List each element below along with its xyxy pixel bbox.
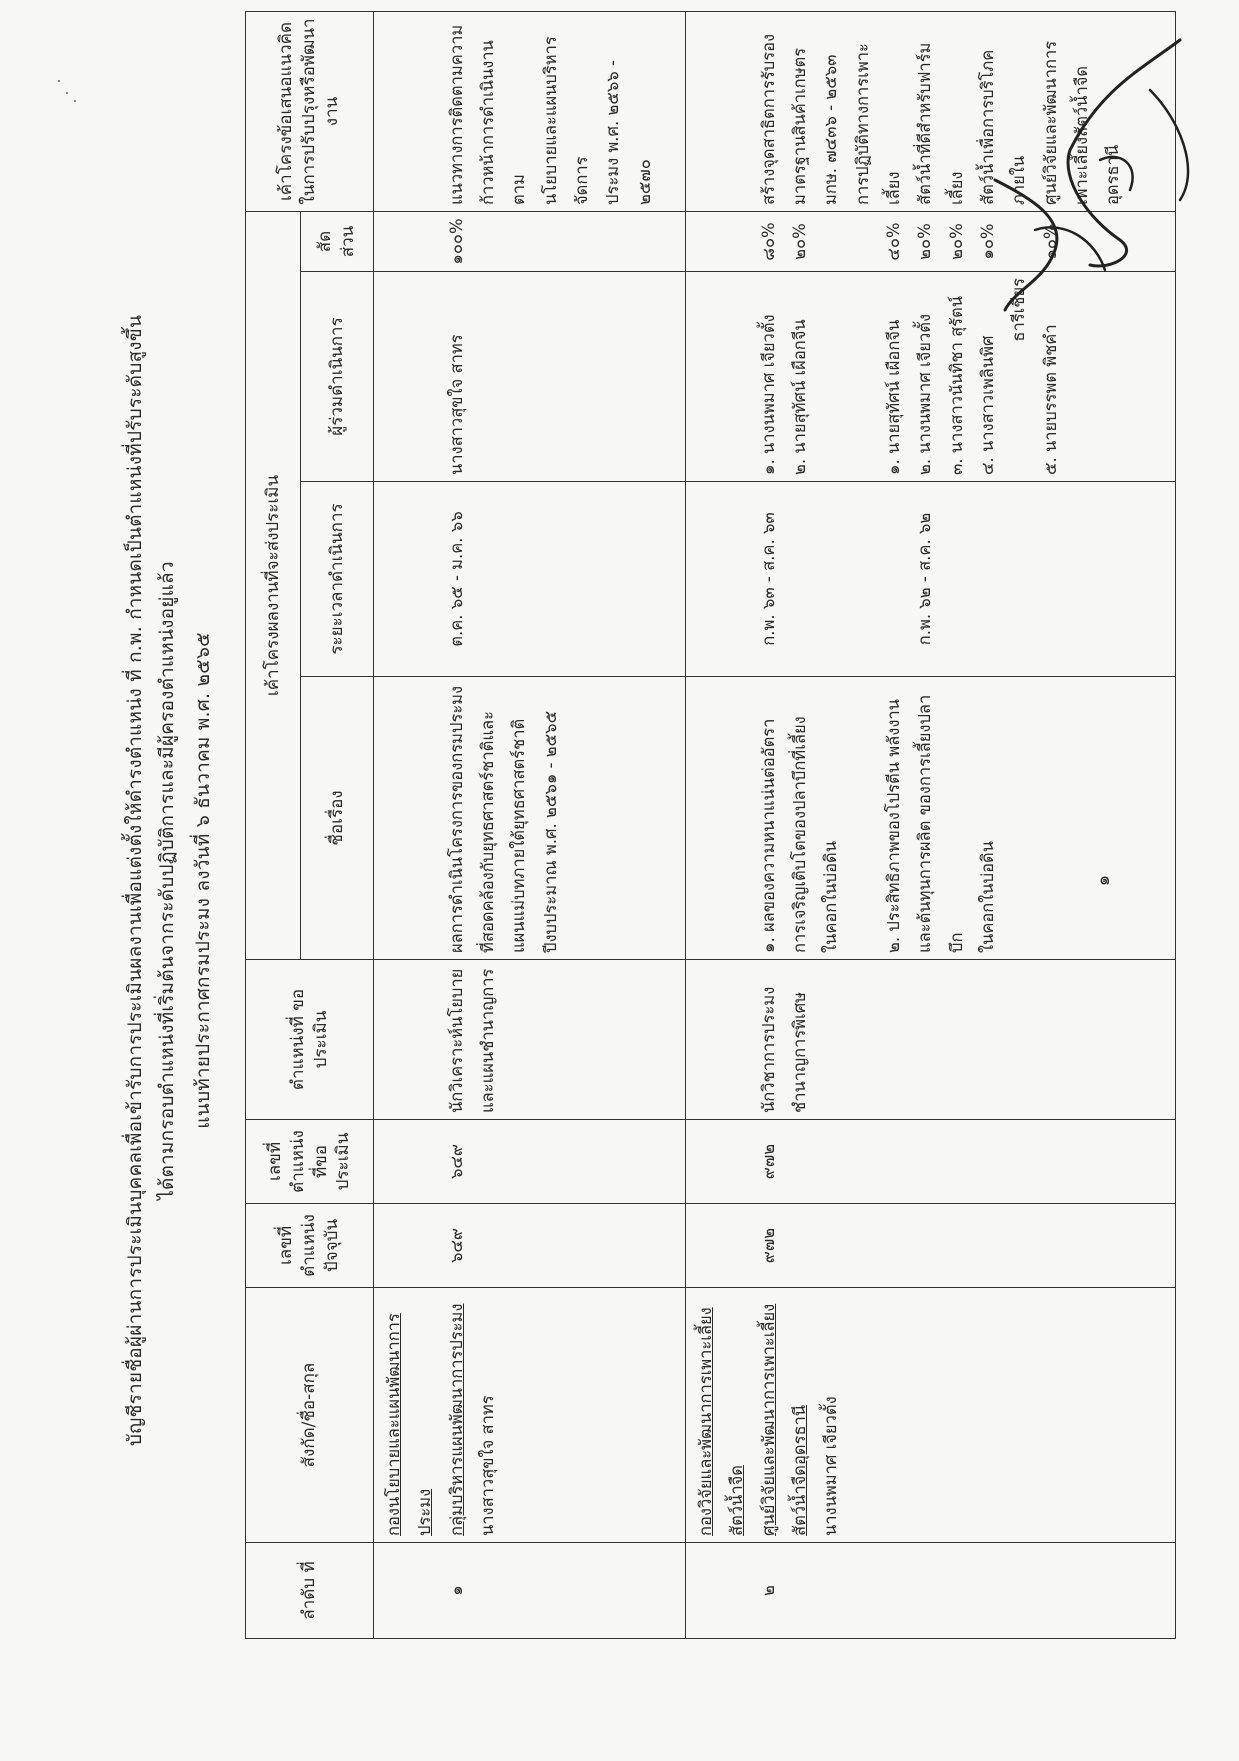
scan-speck bbox=[58, 80, 60, 82]
header-requested-position-no: เลขที่ ตำแหน่ง ที่ขอ ประเมิน bbox=[246, 1120, 374, 1204]
current-position-no-cell: ๖๔๙ bbox=[374, 1204, 686, 1288]
header-period: ระยะเวลาดำเนินการ bbox=[301, 482, 374, 677]
requested-position-no-cell: ๖๔๙ bbox=[374, 1120, 686, 1204]
period-cell: ต.ค. ๖๕ - ม.ค. ๖๖ bbox=[374, 482, 686, 677]
share-cell: ๑๐๐% bbox=[374, 212, 686, 272]
header-name: สังกัด/ชื่อ-สกุล bbox=[246, 1288, 374, 1543]
org-center: ศูนย์วิจัยและพัฒนาการเพาะเลี้ยงสัตว์น้ำจืดอุดรธานี bbox=[758, 1303, 810, 1536]
title-cell: ผลการดำเนินโครงการของกรมประมง ที่สอดคล้องกับยุทธศาสตร์ชาติและ แผนแม่บทภายใต้ยุทธศาสตร์ชาติ ปีงบประมาณ พ.ศ. ๒๕๖๑ - ๒๕๖๕ bbox=[374, 677, 686, 960]
requested-position-cell: นักวิชาการประมง ชำนาญการพิเศษ bbox=[686, 960, 1176, 1120]
org-group: กลุ่มบริหารแผนพัฒนาการประมง bbox=[446, 1303, 466, 1536]
proposal-cell: แนวทางการติดตามความ ก้าวหน้าการดำเนินงานตาม นโยบายและแผนบริหารจัดการ ประมง พ.ศ. ๒๕๖๖ - ๒๕๗๐ bbox=[374, 12, 686, 212]
share-cell: ๘๐% ๒๐% ๔๐% ๒๐% ๒๐% ๑๐% ๑๐% bbox=[686, 212, 1176, 272]
current-position-no-cell: ๙๗๒ bbox=[686, 1204, 1176, 1288]
announcement-reference: แนบท้ายประกาศกรมประมง ลงวันที่ ๖ ธันวาคม พ.ศ. ๒๕๖๕ bbox=[192, 632, 214, 1129]
seq-cell: ๑ bbox=[374, 1543, 686, 1639]
scan-speck bbox=[66, 92, 68, 94]
requested-position-no-cell: ๙๗๒ bbox=[686, 1120, 1176, 1204]
document-subtitle: ได้ตามกรอบตำแหน่งที่เริ่มต้นจากระดับปฏิบัติการและมีผู้ครองตำแหน่งอยู่แล้ว bbox=[156, 561, 178, 1200]
document-title: บัญชีรายชื่อผู้ผ่านการประเมินบุคคลเพื่อเข้ารับการประเมินผลงานเพื่อแต่งตั้งให้ดำรงตำแหน่ง ที่ ก.พ. กำหนดเป็นตำแหน่งที่ปรับระดับสูงขึ้น bbox=[124, 314, 146, 1447]
header-requested-position: ตำแหน่งที่ ขอประเมิน bbox=[246, 960, 374, 1120]
table-row bbox=[374, 12, 686, 1639]
header-outline-group: เค้าโครงผลงานที่จะส่งประเมิน bbox=[246, 212, 301, 960]
person-name: นางสาวสุขใจ สาทร bbox=[478, 1395, 498, 1536]
proposal-cell: สร้างจุดสาธิตการรับรอง มาตรฐานสินค้าเกษตร มกษ. ๗๔๓๖ - ๒๕๖๓ การปฏิบัติทางการเพาะเลี้ยง สัตว์น้ำที่ดีสำหรับฟาร์มเลี้ยง สัตว์น้ำเพื่อการบริโภค ภายใน ศูนย์วิจัยและพัฒนาการ เพาะเลี้ยงสัตว์น้ำจืดอุดรธานี bbox=[686, 12, 1176, 212]
seq-cell: ๒ bbox=[686, 1543, 1176, 1639]
header-proposal: เค้าโครงข้อเสนอแนวคิด ในการปรับปรุงหรือพัฒนางาน bbox=[246, 12, 374, 212]
header-current-position-no: เลขที่ ตำแหน่ง ปัจจุบัน bbox=[246, 1204, 374, 1288]
title-cell: ๑. ผลของความหนาแน่นต่ออัตรา การเจริญเติบโตของปลาบึกที่เลี้ยง ในคอกในบ่อดิน ๒. ประสิทธิภาพของโปรตีน พลังงาน และต้นทุนการผลิต ของการเลี้ยงปลาบึก ในคอกในบ่อดิน bbox=[686, 677, 1176, 960]
participants-cell: นางสาวสุขใจ สาทร bbox=[374, 272, 686, 482]
period-cell: ก.พ. ๖๓ - ส.ค. ๖๓ ก.พ. ๖๒ - ส.ค. ๖๒ bbox=[686, 482, 1176, 677]
header-share: สัด ส่วน bbox=[301, 212, 374, 272]
participants-cell: ๑. นางนพมาศ เจียวตั้ง ๒. นายสุทัศน์ เผือกจีน ๑. นายสุทัศน์ เผือกจีน ๒. นางนพมาศ เจียวตั้ง ๓. นางสาวนันทิชา สุรัตน์ ๔. นางสาวเพลินพิศ ธารีเชียร ๕. นายบรรพต พิชคำ bbox=[686, 272, 1176, 482]
scan-speck bbox=[74, 100, 76, 102]
requested-position-cell: นักวิเคราะห์นโยบาย และแผนชำนาญการ bbox=[374, 960, 686, 1120]
page-number: ๑ bbox=[1093, 874, 1114, 887]
org-division: กองนโยบายและแผนพัฒนาการประมง bbox=[384, 1313, 435, 1536]
header-participants: ผู้ร่วมดำเนินการ bbox=[301, 272, 374, 482]
name-cell bbox=[374, 1288, 686, 1543]
header-title: ชื่อเรื่อง bbox=[301, 677, 374, 960]
header-seq: ลำดับ ที่ bbox=[246, 1543, 374, 1639]
org-division: กองวิจัยและพัฒนาการเพาะเลี้ยงสัตว์น้ำจืด bbox=[696, 1307, 747, 1536]
handwritten-initials bbox=[975, 160, 1125, 320]
person-name: นางนพมาศ เจียวตั้ง bbox=[821, 1396, 841, 1536]
